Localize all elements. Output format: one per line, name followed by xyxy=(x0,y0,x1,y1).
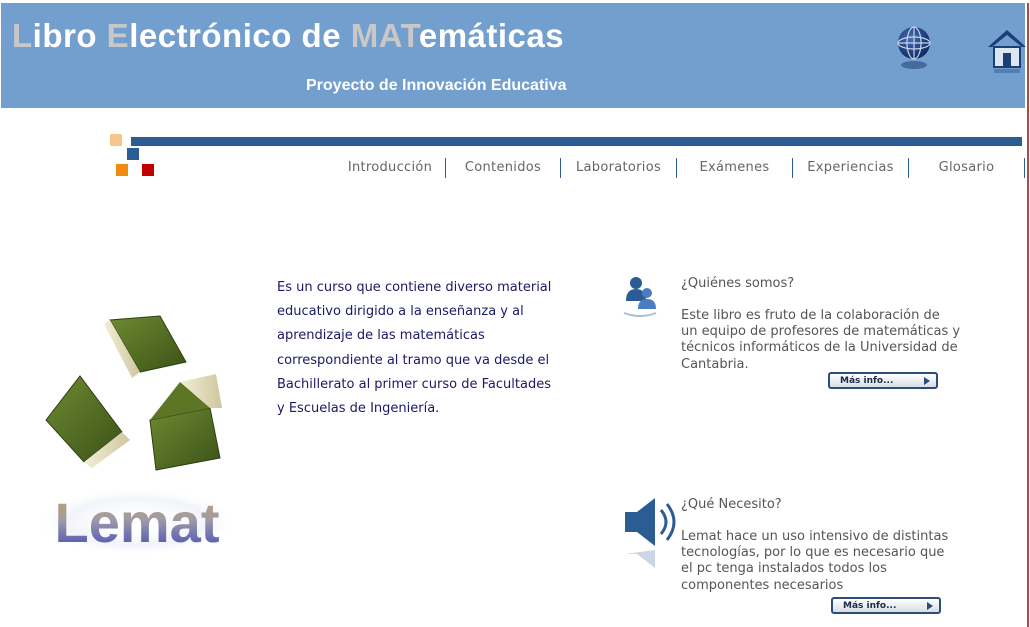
page-edge-border xyxy=(1027,3,1029,627)
decor-square-blue xyxy=(127,148,139,160)
quienes-line: técnicos informáticos de la Universidad de xyxy=(681,340,958,356)
title-part: ibro xyxy=(32,17,107,54)
title-part: lectrónico de xyxy=(129,17,351,54)
header-banner xyxy=(1,3,1025,108)
play-arrow-icon xyxy=(924,377,930,385)
home-icon[interactable] xyxy=(986,27,1028,77)
necesito-text xyxy=(681,529,981,594)
lemat-logo xyxy=(40,312,235,562)
quienes-line: Este libro es fruto de la colaboración de xyxy=(681,308,940,323)
decor-square-orange xyxy=(116,164,128,176)
necesito-line: Lemat hace un uso intensivo de distintas xyxy=(681,529,949,544)
nav-glosario[interactable]: Glosario xyxy=(909,158,1025,178)
speaker-icon xyxy=(621,494,681,574)
title-part: E xyxy=(106,17,130,54)
decor-square-red xyxy=(142,164,154,176)
necesito-line: el pc tenga instalados todos los xyxy=(681,561,887,577)
title-part: emáticas xyxy=(418,17,565,54)
people-icon xyxy=(620,272,660,324)
play-arrow-icon xyxy=(927,602,933,610)
necesito-more-info-button[interactable] xyxy=(831,597,941,614)
button-label: Más info... xyxy=(840,375,894,386)
description-line: educativo dirigido a la enseñanza y al xyxy=(277,304,524,320)
description-line: aprendizaje de las matemáticas xyxy=(277,328,485,344)
description-line: y Escuelas de Ingeniería. xyxy=(277,401,440,417)
quienes-line: Cantabria. xyxy=(681,356,749,372)
course-description xyxy=(277,276,577,421)
title-part: L xyxy=(12,17,33,54)
logo-text: Lemat xyxy=(54,491,220,554)
button-label: Más info... xyxy=(843,600,897,611)
description-line: Bachillerato al primer curso de Facultades xyxy=(277,376,551,392)
description-line: Es un curso que contiene diverso material xyxy=(277,280,552,295)
decor-square-peach xyxy=(110,134,122,146)
necesito-title: ¿Qué Necesito? xyxy=(681,497,782,512)
quienes-text xyxy=(681,308,981,373)
nav-examenes[interactable]: Exámenes xyxy=(677,158,793,178)
nav-experiencias[interactable]: Experiencias xyxy=(793,158,909,178)
description-line: correspondiente al tramo que va desde el xyxy=(277,352,550,368)
globe-icon[interactable] xyxy=(894,23,934,73)
necesito-line: tecnologías, por lo que es necesario que xyxy=(681,545,945,561)
site-subtitle: Proyecto de Innovación Educativa xyxy=(306,77,567,94)
main-nav xyxy=(335,158,1025,178)
nav-introduccion[interactable]: Introducción xyxy=(335,158,446,178)
quienes-more-info-button[interactable] xyxy=(828,372,938,389)
necesito-line: componentes necesarios xyxy=(681,577,844,593)
site-title xyxy=(12,17,564,55)
nav-laboratorios[interactable]: Laboratorios xyxy=(561,158,677,178)
title-part: MAT xyxy=(350,17,419,54)
quienes-title: ¿Quiénes somos? xyxy=(681,276,795,291)
nav-top-bar xyxy=(131,137,1022,146)
nav-contenidos[interactable]: Contenidos xyxy=(446,158,561,178)
quienes-line: un equipo de profesores de matemáticas y xyxy=(681,324,961,340)
